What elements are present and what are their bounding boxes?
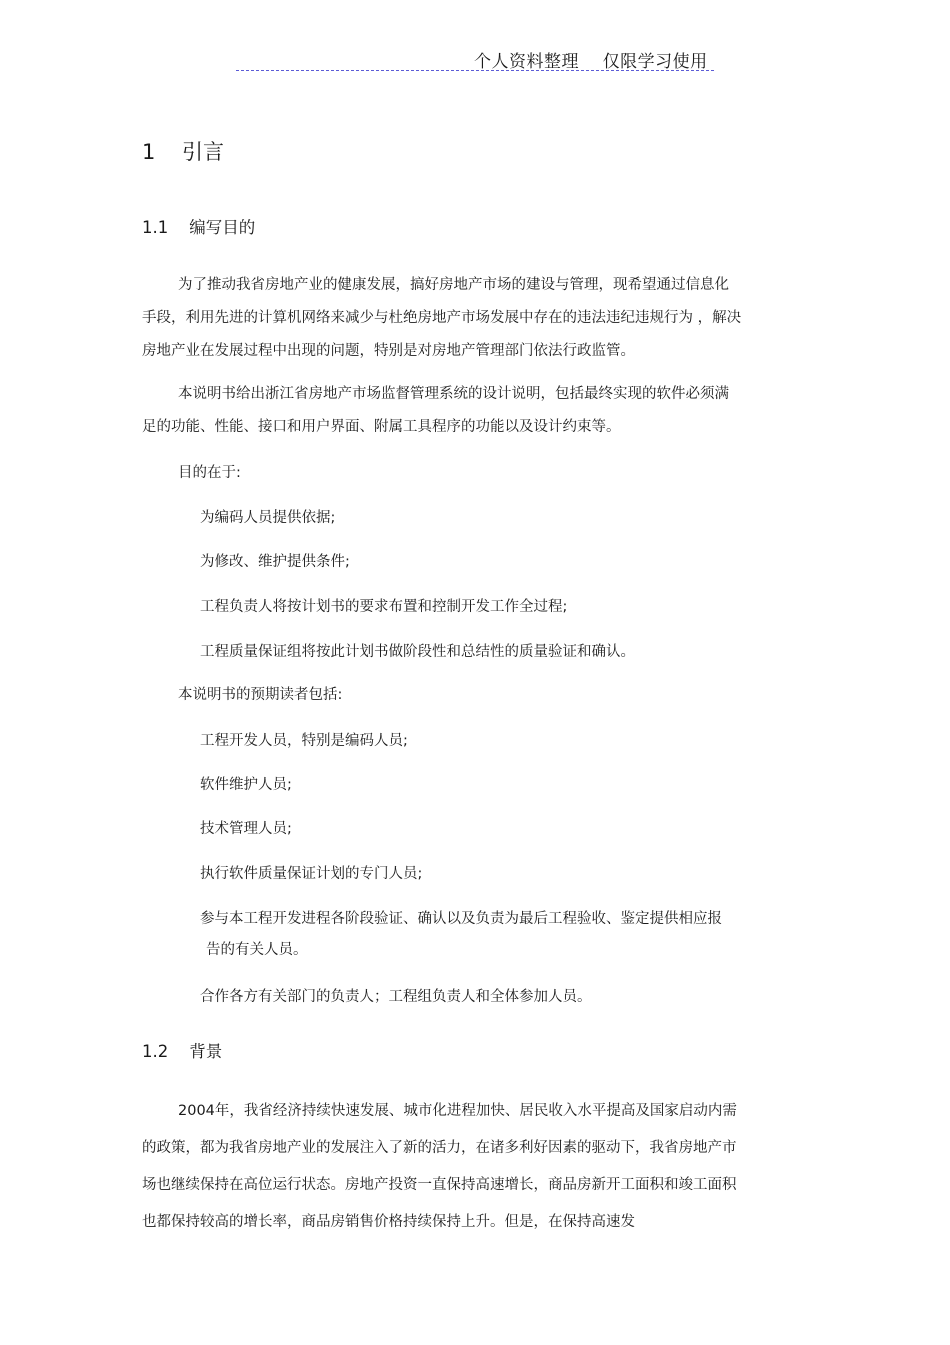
purpose-label: 目的在于: bbox=[178, 465, 241, 481]
purpose-item: 为编码人员提供依据; bbox=[200, 510, 336, 526]
paragraph-purpose-1: 为了推动我省房地产业的健康发展，搞好房地产市场的建设与管理，现希望通过信息化手段，利用先进的计算机网络来减少与杜绝房地产市场发展中存在的违法违纪违规行为 ，解决房地产业在发展过程中出现的问题，特别是对房地产管理部门依法行政监管。 bbox=[142, 277, 742, 359]
reader-item: 软件维护人员; bbox=[200, 777, 292, 793]
purpose-item: 为修改、维护提供条件; bbox=[200, 554, 350, 570]
reader-item: 合作各方有关部门的负责人；工程组负责人和全体参加人员。 bbox=[200, 989, 592, 1005]
purpose-item: 工程质量保证组将按此计划书做阶段性和总结性的质量验证和确认。 bbox=[200, 644, 635, 660]
reader-item: 参与本工程开发进程各阶段验证、确认以及负责为最后工程验收、鉴定提供相应报 bbox=[200, 911, 722, 927]
header-dashed-rule bbox=[236, 70, 714, 71]
purpose-item: 工程负责人将按计划书的要求布置和控制开发工作全过程; bbox=[200, 599, 568, 615]
heading-section-1: 1 引言 bbox=[142, 140, 225, 164]
header-text: 个人资料整理 仅限学习使用 bbox=[474, 52, 708, 72]
reader-item-continued: 告的有关人员。 bbox=[206, 942, 308, 958]
reader-item: 执行软件质量保证计划的专门人员; bbox=[200, 866, 423, 882]
heading-section-1-1: 1.1 编写目的 bbox=[142, 218, 256, 237]
readers-label: 本说明书的预期读者包括: bbox=[178, 687, 343, 703]
heading-section-1-2: 1.2 背景 bbox=[142, 1042, 223, 1061]
paragraph-purpose-2: 本说明书给出浙江省房地产市场监督管理系统的设计说明，包括最终实现的软件必须满足的功能、性能、接口和用户界面、附属工具程序的功能以及设计约束等。 bbox=[142, 386, 729, 435]
reader-item: 工程开发人员，特别是编码人员; bbox=[200, 733, 408, 749]
reader-item: 技术管理人员; bbox=[200, 821, 292, 837]
paragraph-background-1: 2004年，我省经济持续快速发展、城市化进程加快、居民收入水平提高及国家启动内需的政策，都为我省房地产业的发展注入了新的活力，在诸多利好因素的驱动下，我省房地产市场也继续保持在高位运行状态。房地产投资一直保持高速增长，商品房新开工面积和竣工面积也都保持较高的增长率，商品房销售价格持续保持上升。但是，在保持高速发 bbox=[142, 1103, 737, 1230]
